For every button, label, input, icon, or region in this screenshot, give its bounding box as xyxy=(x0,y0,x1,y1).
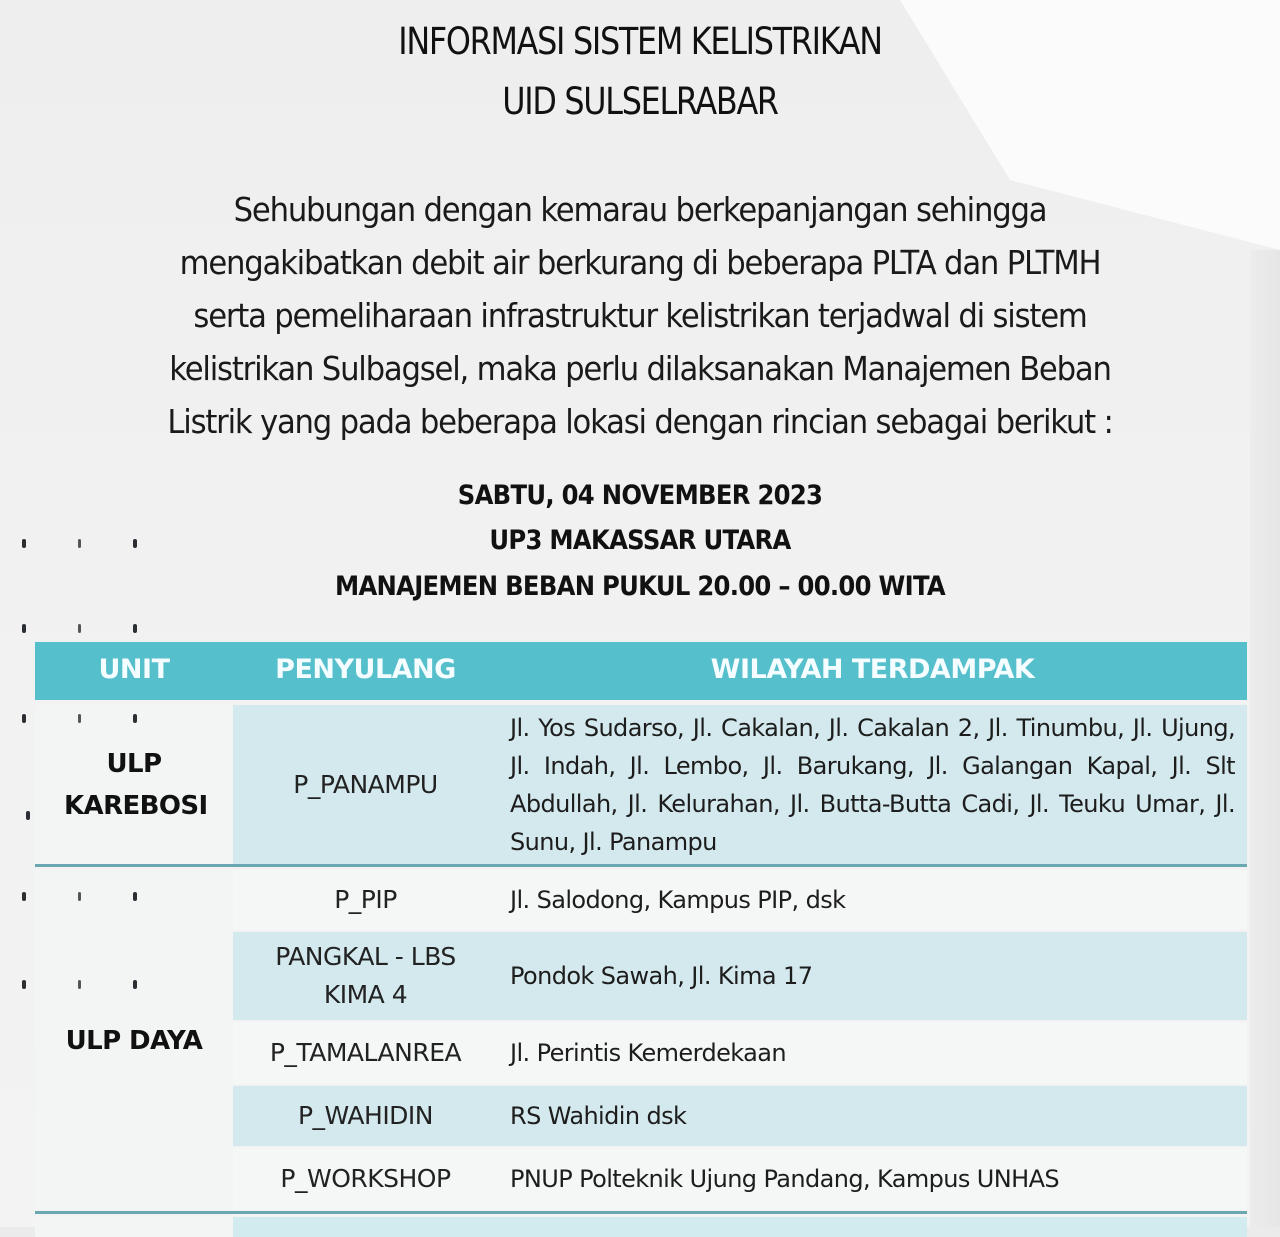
wilayah-cell xyxy=(498,705,1247,865)
penyulang-cell xyxy=(233,705,498,865)
schedule-area: UP3 MAKASSAR UTARA xyxy=(489,525,791,556)
penyulang-cell xyxy=(233,1022,498,1084)
background-strip xyxy=(1250,250,1280,1227)
decorative-dots xyxy=(22,624,152,634)
decorative-dots xyxy=(22,714,152,724)
wilayah-cell xyxy=(498,1086,1247,1146)
penyulang-label: P_WAHIDIN xyxy=(297,1101,434,1130)
wilayah-label: PNUP Polteknik Ujung Pandang, Kampus UNHAS xyxy=(510,1165,1060,1193)
column-header-wilayah: WILAYAH TERDAMPAK xyxy=(710,654,1035,685)
penyulang-label: P_WORKSHOP xyxy=(280,1164,451,1193)
wilayah-label: RS Wahidin dsk xyxy=(510,1102,687,1130)
unit-cell-partial xyxy=(35,1217,233,1237)
column-header-penyulang: PENYULANG xyxy=(275,654,456,685)
intro-line-1: Sehubungan dengan kemarau berkepanjangan sehingga xyxy=(233,190,1047,229)
wilayah-cell xyxy=(498,870,1247,930)
decorative-dots xyxy=(22,811,152,821)
wilayah-label: Jl. Yos Sudarso, Jl. Cakalan, Jl. Cakalan 2, Jl. Tinumbu, Jl. Ujung, Jl. Indah, Jl. Lembo, Jl. Barukang, Jl. Galangan Kapal, Jl. Slt Abdullah, Jl. Kelurahan, Jl. Butta-Butta Cadi, Jl. Teuku Umar, Jl. Sunu, Jl. Panampu xyxy=(510,714,1235,856)
group-separator xyxy=(35,1211,1247,1214)
wilayah-cell xyxy=(498,932,1247,1020)
unit-cell xyxy=(35,705,233,865)
decorative-dots xyxy=(22,980,152,990)
intro-line-4: kelistrikan Sulbagsel, maka perlu dilaksanakan Manajemen Beban xyxy=(169,349,1111,388)
decorative-dots xyxy=(22,892,152,902)
column-header-unit: UNIT xyxy=(98,654,170,685)
penyulang-cell xyxy=(233,1148,498,1210)
intro-line-2: mengakibatkan debit air berkurang di beberapa PLTA dan PLTMH xyxy=(179,243,1101,282)
row-partial xyxy=(233,1217,1247,1237)
table-header xyxy=(35,642,1247,700)
wilayah-cell xyxy=(498,1022,1247,1084)
decorative-dots xyxy=(22,539,152,549)
title-line-2: UID SULSELRABAR xyxy=(502,80,778,123)
unit-cell xyxy=(35,870,233,1210)
penyulang-label: P_PIP xyxy=(334,885,397,914)
penyulang-cell xyxy=(233,932,498,1020)
title-line-1: INFORMASI SISTEM KELISTRIKAN xyxy=(398,20,882,63)
unit-label: ULP KAREBOSI xyxy=(64,749,208,821)
wilayah-label: Jl. Salodong, Kampus PIP, dsk xyxy=(510,886,846,914)
intro-line-5: Listrik yang pada beberapa lokasi dengan rincian sebagai berikut : xyxy=(167,402,1113,441)
schedule-time: MANAJEMEN BEBAN PUKUL 20.00 – 00.00 WITA xyxy=(334,571,946,602)
wilayah-label: Pondok Sawah, Jl. Kima 17 xyxy=(510,962,813,990)
penyulang-label: PANGKAL - LBS KIMA 4 xyxy=(275,942,456,1009)
wilayah-label: Jl. Perintis Kemerdekaan xyxy=(510,1039,786,1067)
group-separator xyxy=(35,864,1247,867)
penyulang-label: P_PANAMPU xyxy=(293,770,438,799)
wilayah-cell xyxy=(498,1148,1247,1210)
unit-label: ULP DAYA xyxy=(65,1026,203,1056)
penyulang-cell xyxy=(233,1086,498,1146)
intro-line-3: serta pemeliharaan infrastruktur kelistrikan terjadwal di sistem xyxy=(193,296,1087,335)
penyulang-label: P_TAMALANREA xyxy=(269,1038,462,1067)
penyulang-cell xyxy=(233,870,498,930)
schedule-date: SABTU, 04 NOVEMBER 2023 xyxy=(457,480,823,511)
